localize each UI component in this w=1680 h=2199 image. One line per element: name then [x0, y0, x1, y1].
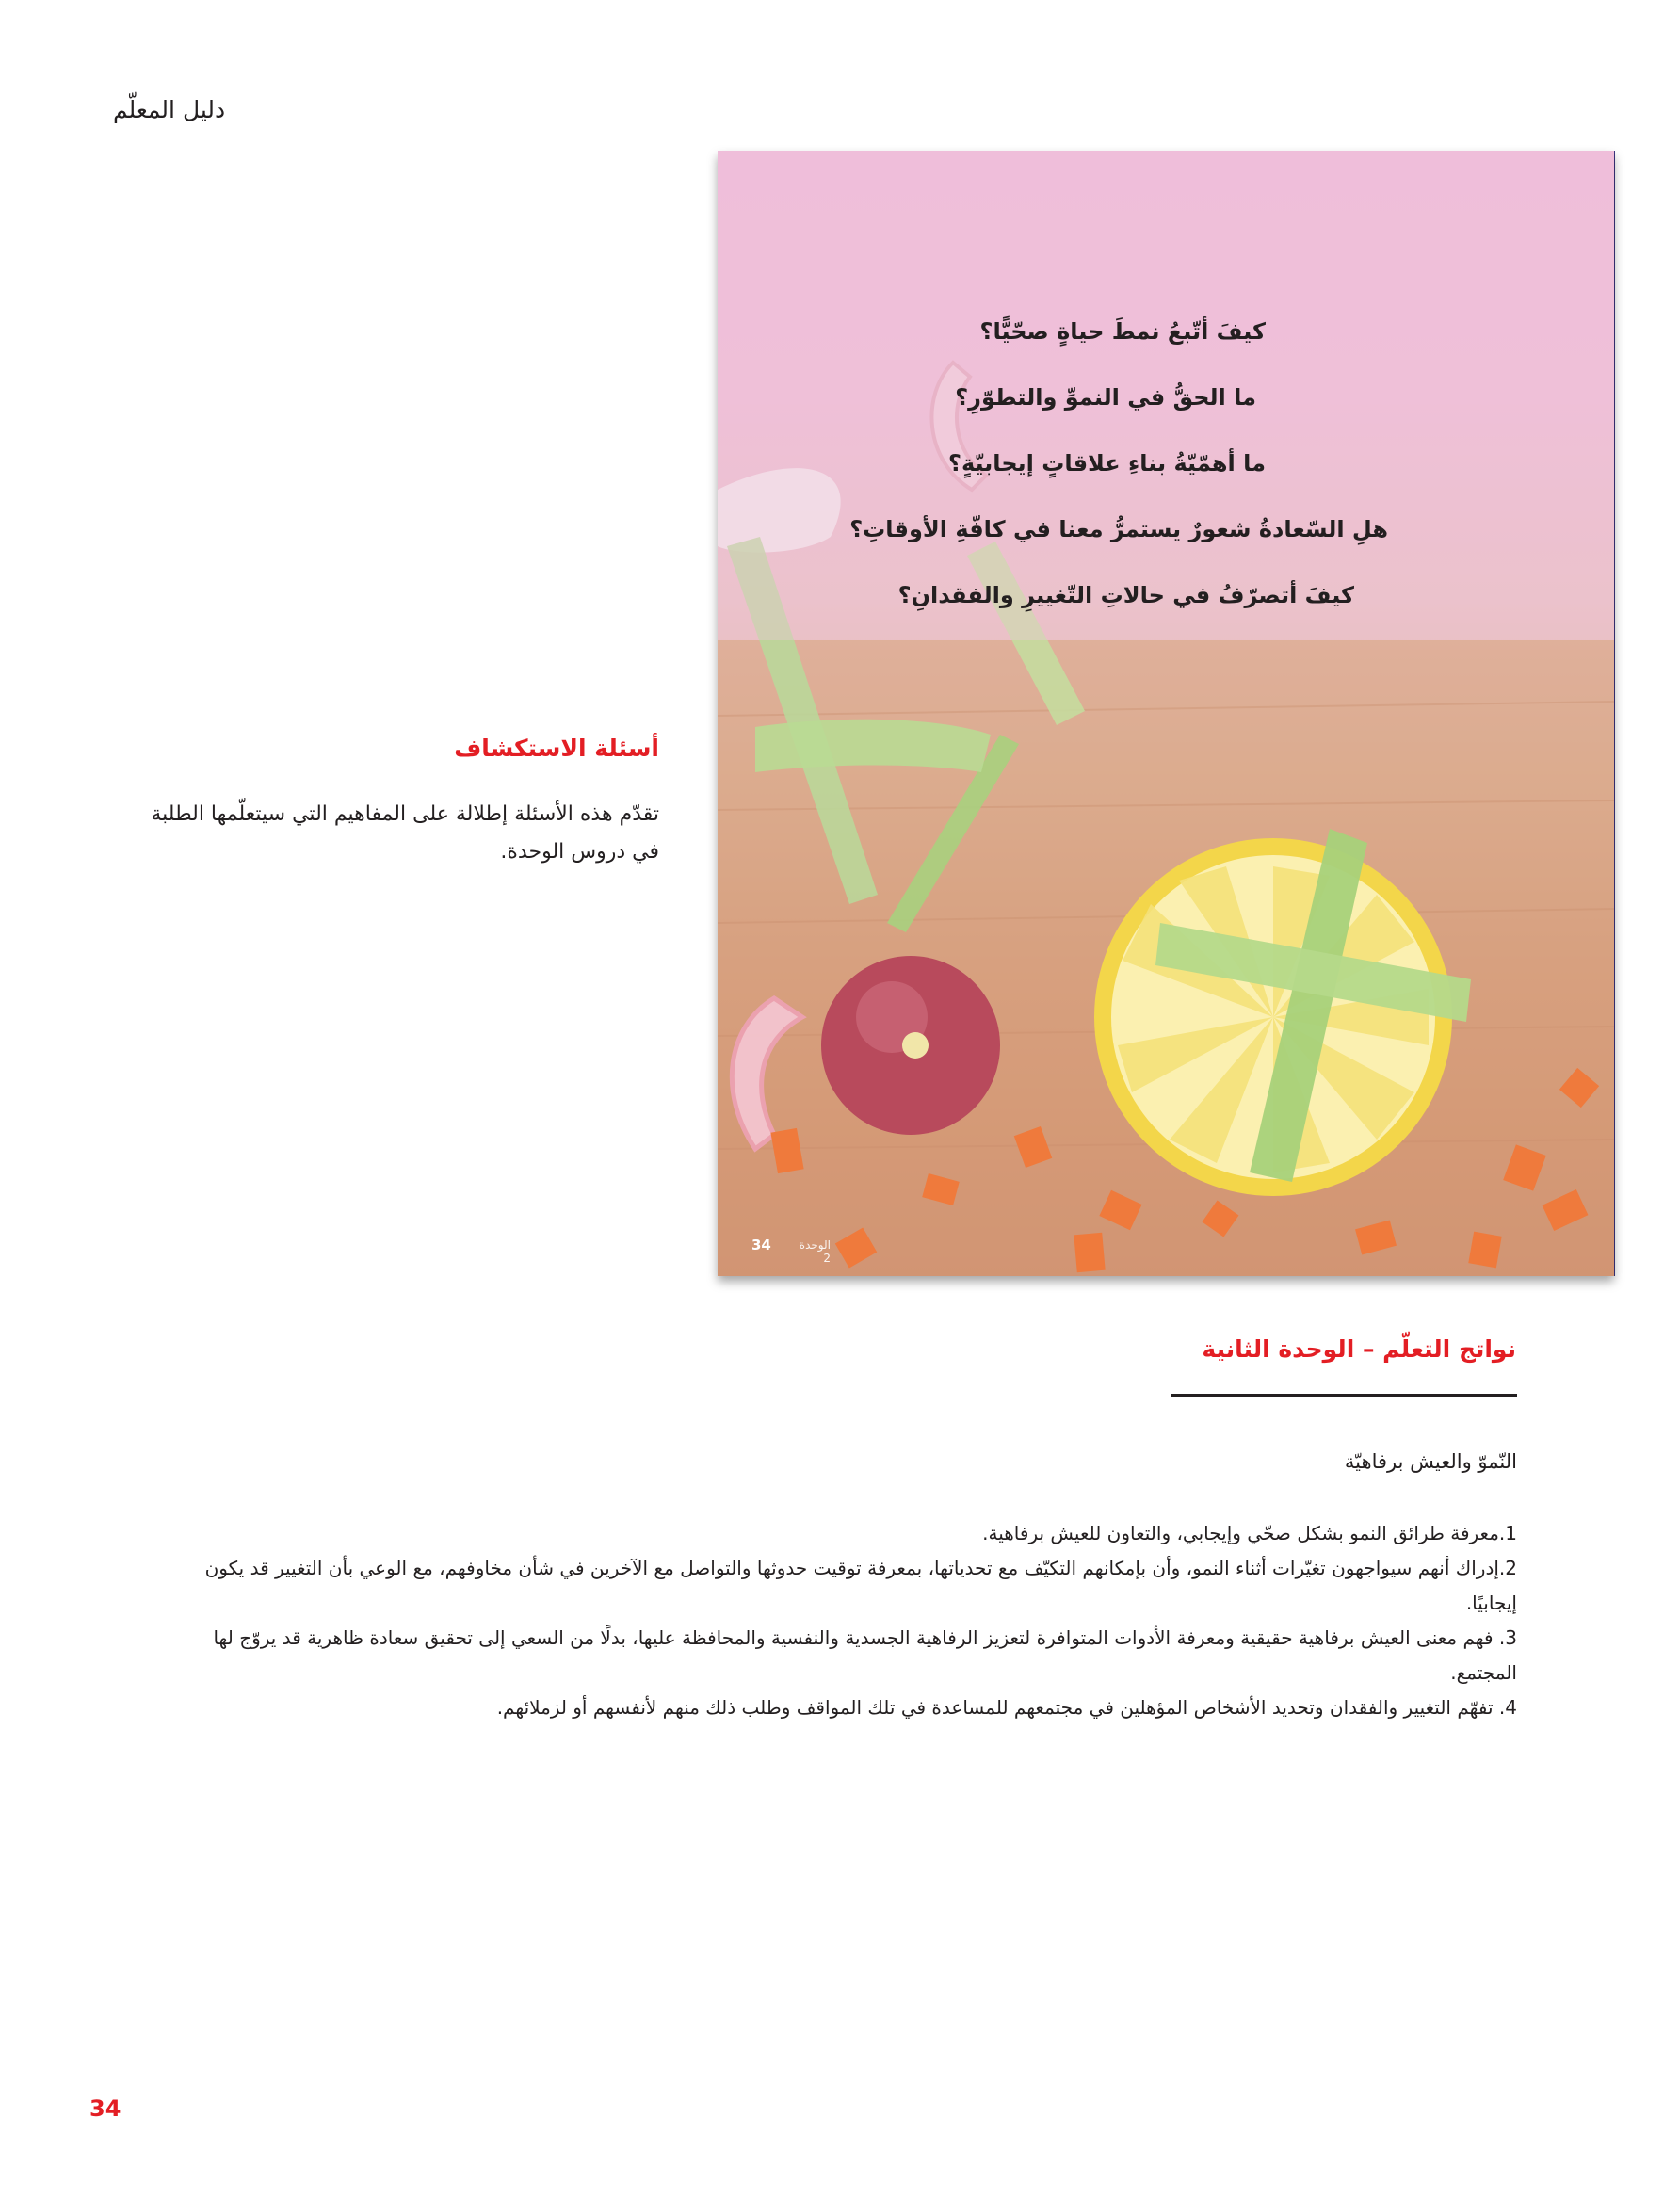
explore-question-4: هلِ السّعادةُ شعورٌ يستمرُّ معنا في كافّةِ الأوقاتِ؟: [849, 516, 1388, 542]
book-page-number: 34: [751, 1237, 771, 1253]
explore-question-5: كيفَ أتصرّفُ في حالاتِ التّغييرِ والفقدانِ؟: [897, 582, 1354, 608]
explore-questions-heading: أسئلة الاستكشاف: [454, 735, 659, 762]
list-item: 1.معرفة طرائق النمو بشكل صحّي وإيجابي، والتعاون للعيش برفاهية.: [982, 1522, 1517, 1544]
book-page-footer: [718, 1231, 831, 1265]
page-number: 34: [89, 2095, 121, 2122]
explore-questions-description: تقدّم هذه الأسئلة إطلالة على المفاهيم التي سيتعلّمها الطلبة في دروس الوحدة.: [151, 802, 659, 864]
learning-outcomes-heading: نواتج التعلّم – الوحدة الثانية: [1202, 1335, 1516, 1363]
list-item: 2.إدراك أنهم سيواجهون تغيّرات أثناء النمو، وأن بإمكانهم التكيّف مع تحدياتها، بمعرفة توقيت حدوثها والتواصل مع الآخرين في شأن مخاوفهم، مع الوعي بأن التغيير قد يكون إيجابيًا.: [204, 1557, 1517, 1614]
student-book-page-image: [718, 151, 1614, 1276]
explore-question-2: ما الحقُّ في النموِّ والتطوّرِ؟: [955, 384, 1256, 411]
heading-divider: [1171, 1394, 1517, 1397]
guide-title: دليل المعلّم: [113, 96, 226, 123]
book-unit-label: الوحدة 2: [799, 1238, 831, 1265]
list-item: 4. تفهّم التغيير والفقدان وتحديد الأشخاص المؤهلين في مجتمعهم للمساعدة في تلك المواقف وطلب ذلك منهم لأنفسهم أو لزملائهم.: [496, 1696, 1517, 1719]
list-item: 3. فهم معنى العيش برفاهية حقيقية ومعرفة الأدوات المتوافرة لتعزيز الرفاهية الجسدية والنفسية والمحافظة عليها، بدلًا من السعي إلى تحقيق سعادة ظاهرية قد يروّج لها المجتمع.: [213, 1626, 1517, 1684]
explore-question-3: ما أهمّيّةُ بناءِ علاقاتٍ إيجابيّةٍ؟: [948, 450, 1266, 477]
learning-outcomes-subtitle: النّموّ والعيش برفاهيّة: [1344, 1450, 1517, 1473]
learning-outcomes-list: [151, 1516, 1517, 1725]
explore-question-1: كيفَ أتّبعُ نمطَ حياةٍ صحّيًّا؟: [979, 318, 1266, 345]
